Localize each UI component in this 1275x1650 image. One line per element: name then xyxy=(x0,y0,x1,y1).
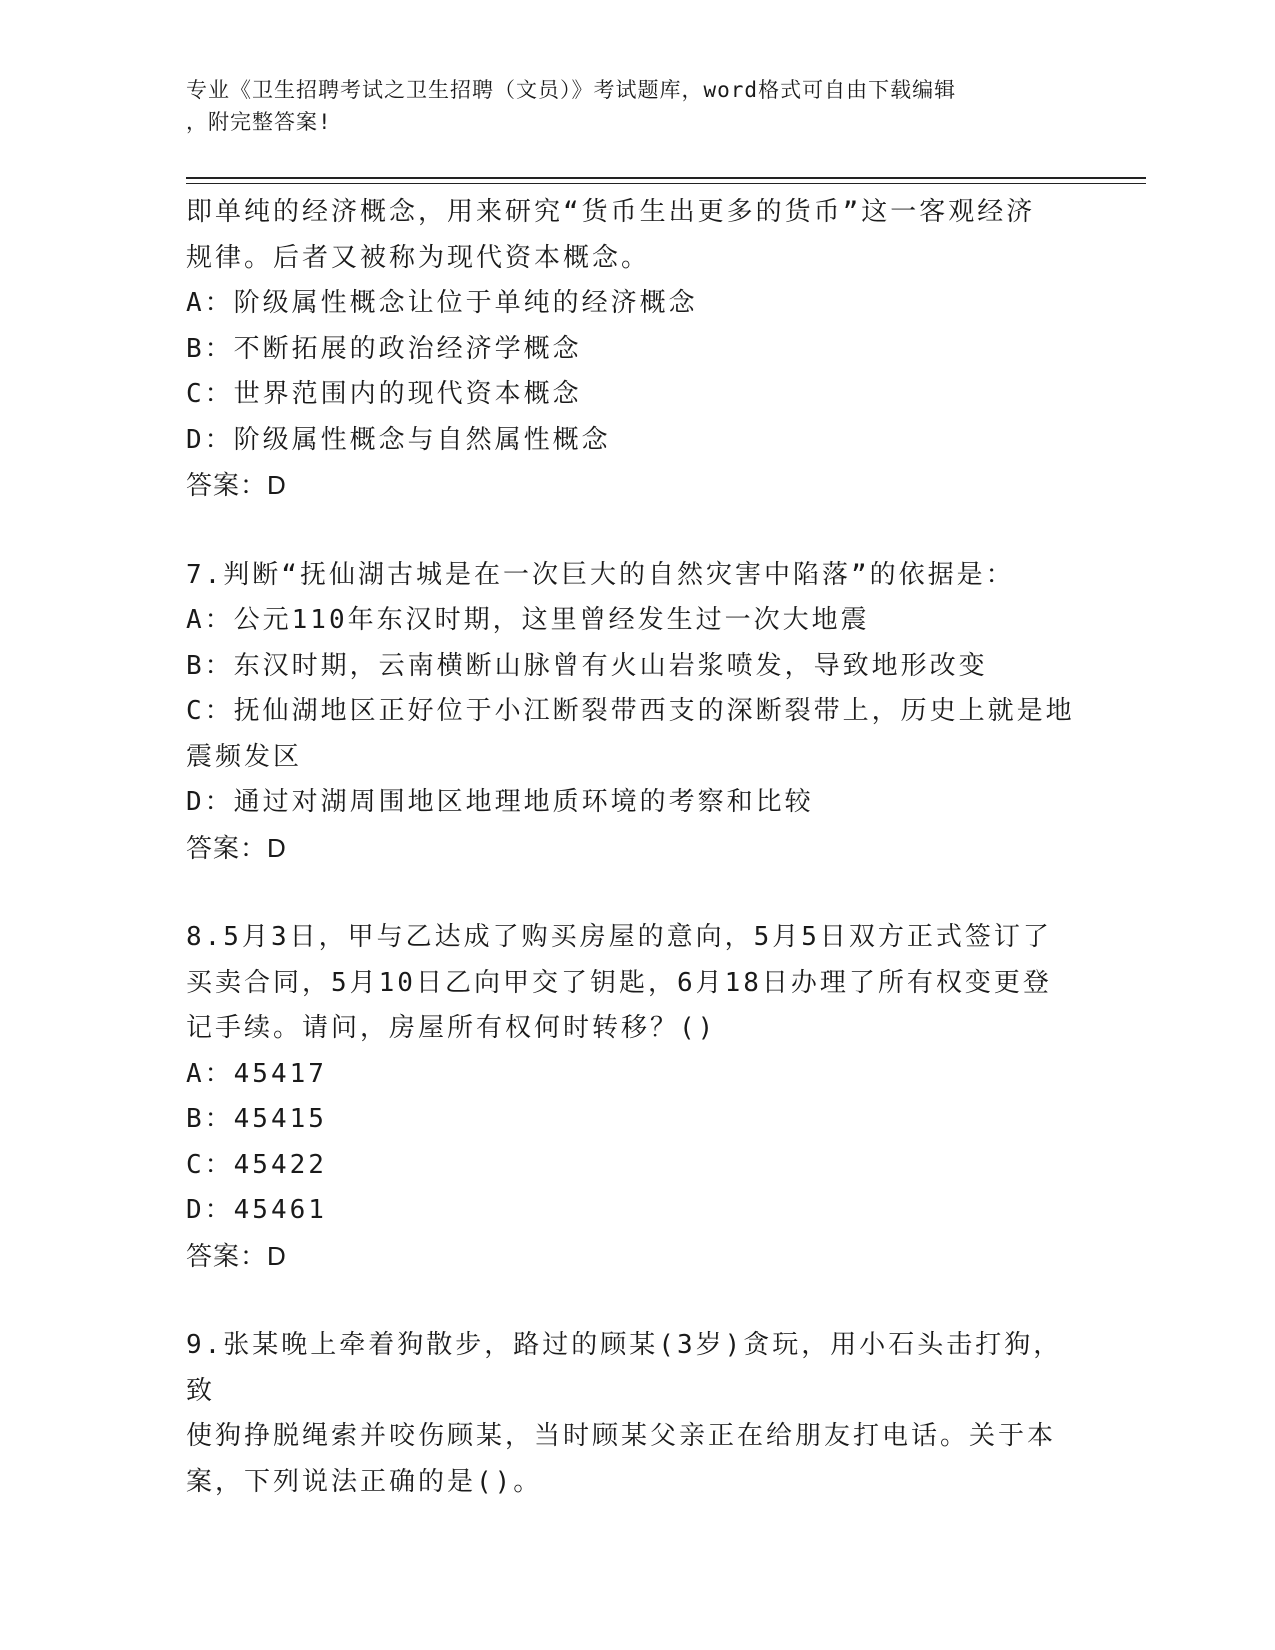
document-body xyxy=(186,190,1086,1505)
question-6-option-d: D：阶级属性概念与自然属性概念 xyxy=(186,424,611,455)
question-8-stem-line-2: 买卖合同，5月10日乙向甲交了钥匙，6月18日办理了所有权变更登 xyxy=(186,967,1052,998)
question-7-option-a: A：公元110年东汉时期，这里曾经发生过一次大地震 xyxy=(186,605,870,635)
question-6 xyxy=(186,190,1086,509)
question-7-option-d: D：通过对湖周围地区地理地质环境的考察和比较 xyxy=(186,787,814,817)
question-6-answer: 答案：D xyxy=(186,470,287,500)
question-9-stem-line-3: 案，下列说法正确的是()。 xyxy=(186,1466,543,1497)
question-9 xyxy=(186,1323,1086,1505)
question-8-option-b: B：45415 xyxy=(186,1104,327,1134)
question-6-option-b: B：不断拓展的政治经济学概念 xyxy=(186,333,582,364)
question-7-option-c-cont: 震频发区 xyxy=(186,741,303,772)
question-7-option-c: C：抚仙湖地区正好位于小江断裂带西支的深断裂带上，历史上就是地 xyxy=(186,696,1075,726)
question-6-stem-line-1: 即单纯的经济概念，用来研究“货币生出更多的货币”这一客观经济 xyxy=(186,197,1036,227)
question-7-option-b: B：东汉时期，云南横断山脉曾有火山岩浆喷发，导致地形改变 xyxy=(186,650,988,681)
question-7-stem: 7.判断“抚仙湖古城是在一次巨大的自然灾害中陷落”的依据是： xyxy=(186,559,1015,590)
question-9-stem-line-1: 9.张某晚上牵着狗散步，路过的顾某(3岁)贪玩，用小石头击打狗，致 xyxy=(186,1330,1063,1406)
header-divider-thick xyxy=(186,177,1146,179)
spacer xyxy=(186,871,1086,915)
question-6-stem-line-2: 规律。后者又被称为现代资本概念。 xyxy=(186,242,651,273)
header-line-2: ，附完整答案! xyxy=(186,110,332,134)
header-divider-thin xyxy=(186,183,1146,184)
question-8-stem-line-3: 记手续。请问，房屋所有权何时转移？() xyxy=(186,1013,717,1043)
header-line-1: 专业《卫生招聘考试之卫生招聘（文员）》考试题库，word格式可自由下载编辑 xyxy=(186,78,957,102)
question-8-stem-line-1: 8.5月3日，甲与乙达成了购买房屋的意向，5月5日双方正式签订了 xyxy=(186,922,1052,952)
question-8-option-d: D：45461 xyxy=(186,1195,327,1225)
document-header xyxy=(186,74,1086,138)
question-8-answer: 答案：D xyxy=(186,1240,287,1271)
question-7 xyxy=(186,553,1086,872)
question-7-answer: 答案：D xyxy=(186,832,287,863)
spacer xyxy=(186,1279,1086,1323)
question-8 xyxy=(186,915,1086,1279)
question-6-option-a: A：阶级属性概念让位于单纯的经济概念 xyxy=(186,288,698,318)
spacer xyxy=(186,509,1086,553)
question-9-stem-line-2: 使狗挣脱绳索并咬伤顾某，当时顾某父亲正在给朋友打电话。关于本 xyxy=(186,1421,1057,1451)
question-8-option-a: A：45417 xyxy=(186,1058,327,1089)
question-6-option-c: C：世界范围内的现代资本概念 xyxy=(186,379,582,409)
question-8-option-c: C：45422 xyxy=(186,1149,327,1180)
